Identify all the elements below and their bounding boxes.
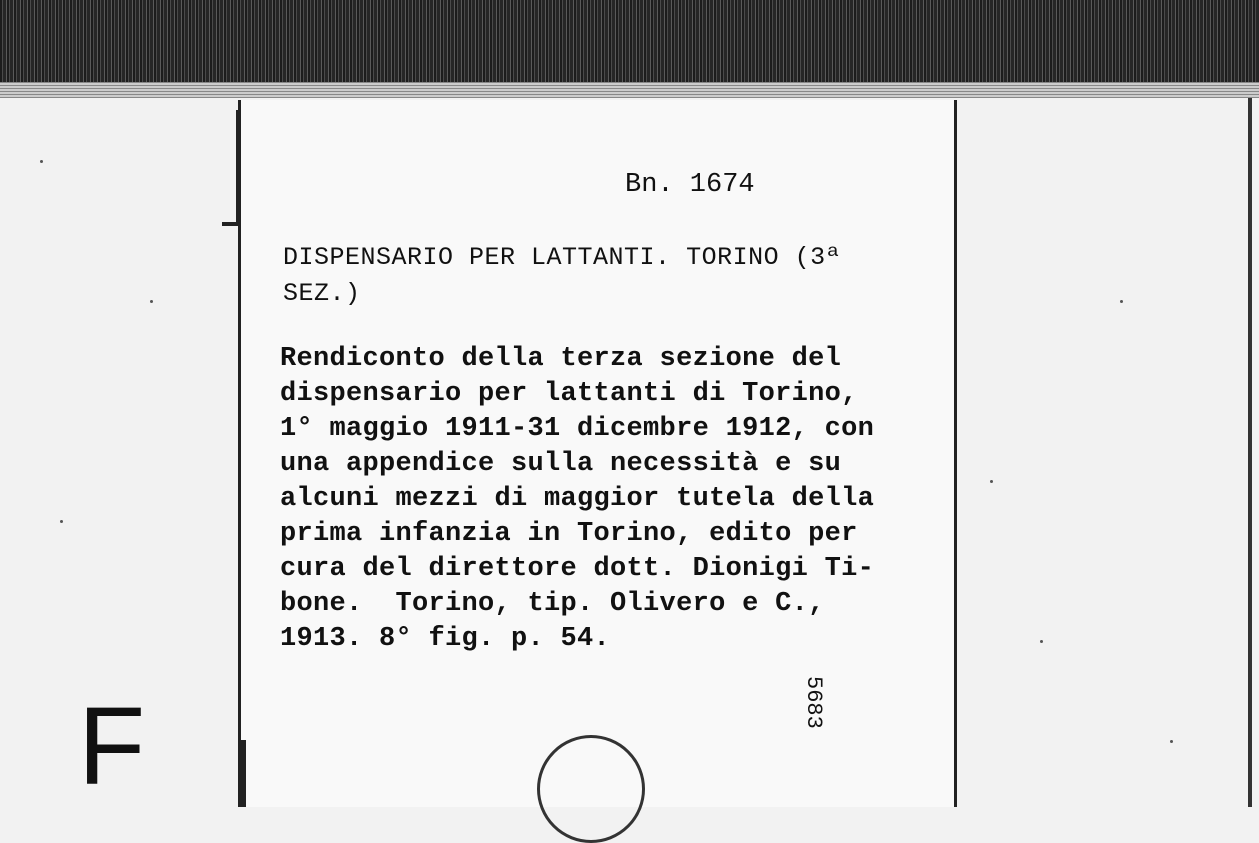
card-left-edge-mark <box>228 740 246 807</box>
side-stamp-number: 5683 <box>801 676 826 729</box>
right-edge-line <box>1248 98 1252 807</box>
scanner-top-band <box>0 0 1259 98</box>
margin-letter: F <box>78 685 146 808</box>
scan-speck <box>1120 300 1123 303</box>
call-number: Bn. 1674 <box>625 170 755 200</box>
card-left-tab <box>222 110 240 226</box>
card-heading: DISPENSARIO PER LATTANTI. TORINO (3ª SEZ.) <box>283 243 842 308</box>
scan-speck <box>150 300 153 303</box>
punch-hole <box>537 735 645 843</box>
scan-speck <box>990 480 993 483</box>
card-description: Rendiconto della terza sezione del dispensario per lattanti di Torino, 1° maggio 1911-31 dicembre 1912, con una appendice sulla necessità e su alcuni mezzi di maggior tutela della prima infanzia in Torino, edito per cura del direttore dott. Dionigi Ti- bone. Torino, tip. Olivero e C., 1913. 8° fig. p. 54. <box>280 344 875 654</box>
scan-speck <box>1040 640 1043 643</box>
scan-speck <box>1170 740 1173 743</box>
scan-speck <box>40 160 43 163</box>
scan-speck <box>60 520 63 523</box>
